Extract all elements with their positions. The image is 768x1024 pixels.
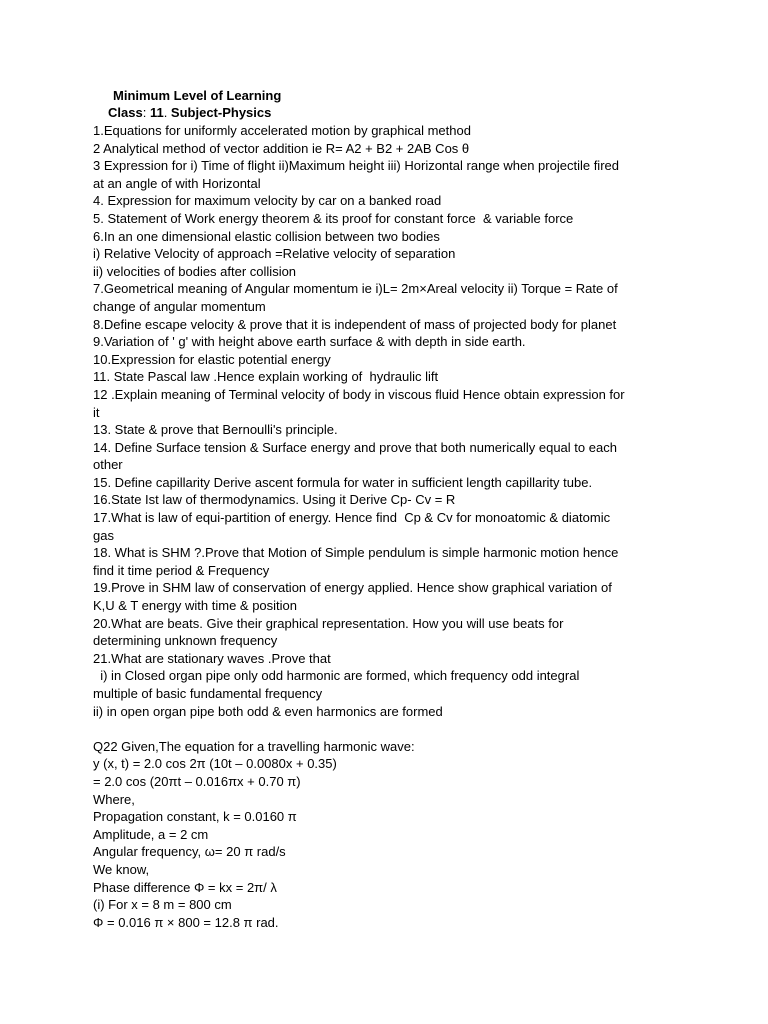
text-line: 9.Variation of ' g' with height above earth surface & with depth in side earth. [93, 334, 526, 350]
text-line: ii) velocities of bodies after collision [93, 263, 297, 279]
text-line: 12 .Explain meaning of Terminal velocity of body in viscous fluid Hence obtain expression for [93, 386, 625, 402]
text-line: 16.State Ist law of thermodynamics. Using it Derive Cp- Cv = R [93, 492, 456, 508]
text-line: y (x, t) = 2.0 cos 2π (10t – 0.0080x + 0.35) [93, 756, 337, 772]
text-line: i) in Closed organ pipe only odd harmonic are formed, which frequency odd integral [93, 668, 580, 684]
text-line: Where, [93, 791, 135, 807]
text-line: 13. State & prove that Bernoulli's principle. [93, 422, 338, 438]
text-line: 4. Expression for maximum velocity by car on a banked road [93, 193, 442, 209]
text-line: ii) in open organ pipe both odd & even harmonics are formed [93, 703, 443, 719]
text-line: = 2.0 cos (20πt – 0.016πx + 0.70 π) [93, 773, 301, 789]
text-line: 6.In an one dimensional elastic collision between two bodies [93, 228, 440, 244]
document-title: Minimum Level of Learning [113, 88, 282, 103]
text-line: We know, [93, 861, 150, 877]
text-line: 14. Define Surface tension & Surface energy and prove that both numerically equal to each [93, 439, 617, 455]
text-line: at an angle of with Horizontal [93, 175, 261, 191]
subject-label: Subject-Physics [170, 105, 272, 120]
text-line: K,U & T energy with time & position [93, 598, 298, 614]
text-line: 3 Expression for i) Time of flight ii)Maximum height iii) Horizontal range when projectile fired [93, 158, 619, 174]
class-value: 11 [149, 105, 164, 120]
text-line: 18. What is SHM ?.Prove that Motion of Simple pendulum is simple harmonic motion hence [93, 545, 619, 561]
text-line: 11. State Pascal law .Hence explain working of hydraulic lift [93, 369, 439, 385]
question-list [93, 122, 683, 931]
text-line: 8.Define escape velocity & prove that it is independent of mass of projected body for planet [93, 316, 617, 332]
class-separator: : [142, 105, 150, 120]
class-subject-line [108, 104, 271, 121]
text-line: 5. Statement of Work energy theorem & its proof for constant force & variable force [93, 210, 574, 226]
text-line: Q22 Given,The equation for a travelling harmonic wave: [93, 738, 415, 754]
class-dot: . [163, 105, 171, 120]
text-line: Phase difference Φ = kx = 2π/ λ [93, 879, 277, 895]
text-line: change of angular momentum [93, 298, 266, 314]
text-line: 15. Define capillarity Derive ascent formula for water in sufficient length capillarity tube. [93, 474, 593, 490]
text-line: Angular frequency, ω= 20 π rad/s [93, 844, 286, 860]
class-label: Class [108, 105, 143, 120]
text-line: gas [93, 527, 114, 543]
text-line: Φ = 0.016 π × 800 = 12.8 π rad. [93, 914, 279, 930]
text-line: find it time period & Frequency [93, 562, 270, 578]
text-line: it [93, 404, 100, 420]
text-line: 2 Analytical method of vector addition ie R= A2 + B2 + 2AB Cos θ [93, 140, 470, 156]
text-line: i) Relative Velocity of approach =Relative velocity of separation [93, 246, 456, 262]
text-line: other [93, 457, 123, 473]
text-line: 7.Geometrical meaning of Angular momentum ie i)L= 2m×Areal velocity ii) Torque = Rate of [93, 281, 618, 297]
text-line: (i) For x = 8 m = 800 cm [93, 897, 232, 913]
text-line: multiple of basic fundamental frequency [93, 686, 323, 701]
text-line: Propagation constant, k = 0.0160 π [93, 809, 297, 825]
text-line: 19.Prove in SHM law of conservation of energy applied. Hence show graphical variation of [93, 580, 612, 596]
text-line: 17.What is law of equi-partition of energy. Hence find Cp & Cv for monoatomic & diatomic [93, 510, 611, 526]
text-line: 21.What are stationary waves .Prove that [93, 650, 331, 666]
text-line: 20.What are beats. Give their graphical representation. How you will use beats for [93, 615, 564, 631]
text-line: 10.Expression for elastic potential energy [93, 351, 331, 367]
text-line: determining unknown frequency [93, 633, 278, 649]
text-line: 1.Equations for uniformly accelerated motion by graphical method [93, 123, 471, 138]
text-line: Amplitude, a = 2 cm [93, 826, 209, 842]
blank-line [93, 720, 683, 738]
